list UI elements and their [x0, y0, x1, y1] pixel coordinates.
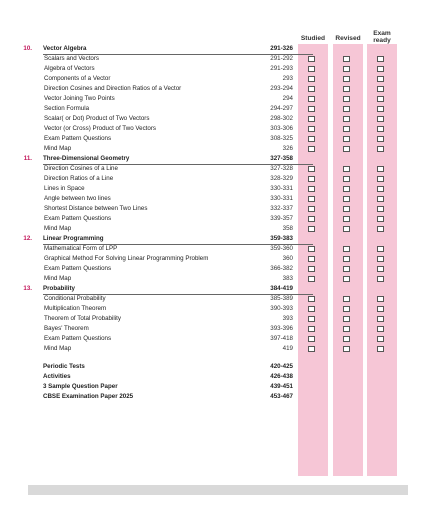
page-range: 420-425 [270, 363, 293, 370]
studied-checkbox[interactable] [308, 296, 315, 303]
studied-checkbox[interactable] [308, 56, 315, 63]
topic-title: Direction Ratios of a Line [44, 175, 114, 182]
topic-title: Exam Pattern Questions [44, 215, 112, 222]
studied-checkbox[interactable] [308, 96, 315, 103]
revised-checkbox[interactable] [343, 146, 350, 153]
page-range: 291-293 [270, 65, 293, 72]
page-range: 332-337 [270, 205, 293, 212]
page-range: 439-451 [270, 383, 293, 390]
chapter-number: 12. [23, 235, 32, 242]
studied-checkbox[interactable] [308, 126, 315, 133]
page-range: 308-325 [270, 135, 293, 142]
revised-checkbox[interactable] [343, 296, 350, 303]
topic-row [18, 304, 422, 314]
page-range: 298-302 [270, 115, 293, 122]
chapter-row [18, 284, 422, 294]
chapter-row [18, 234, 422, 244]
exam-ready-checkbox[interactable] [377, 306, 384, 313]
exam-ready-checkbox[interactable] [377, 186, 384, 193]
revised-checkbox[interactable] [343, 246, 350, 253]
exam-ready-checkbox[interactable] [377, 196, 384, 203]
topic-row [18, 64, 422, 74]
revised-checkbox[interactable] [343, 206, 350, 213]
exam-ready-checkbox[interactable] [377, 116, 384, 123]
studied-checkbox[interactable] [308, 146, 315, 153]
topic-row [18, 54, 422, 64]
topic-row [18, 214, 422, 224]
exam-ready-checkbox[interactable] [377, 76, 384, 83]
topic-title: Vector (or Cross) Product of Two Vectors [44, 125, 156, 132]
exam-ready-checkbox[interactable] [377, 216, 384, 223]
exam-ready-checkbox[interactable] [377, 336, 384, 343]
chapter-title: Three-Dimensional Geometry [43, 155, 130, 162]
topic-row [18, 264, 422, 274]
topic-title: Graphical Method For Solving Linear Programming Problem [44, 255, 209, 262]
studied-checkbox[interactable] [308, 316, 315, 323]
studied-checkbox[interactable] [308, 176, 315, 183]
studied-checkbox[interactable] [308, 336, 315, 343]
exam-ready-checkbox[interactable] [377, 176, 384, 183]
page-range: 327-358 [270, 155, 293, 162]
topic-title: 3 Sample Question Paper [43, 383, 118, 390]
appendix-row [18, 392, 422, 402]
topic-title: Mathematical Form of LPP [44, 245, 118, 252]
topic-title: Mind Map [44, 345, 72, 352]
page-range: 397-418 [270, 335, 293, 342]
chapter-number: 11. [23, 155, 32, 162]
page-range: 339-357 [270, 215, 293, 222]
topic-title: Exam Pattern Questions [44, 335, 112, 342]
studied-checkbox[interactable] [308, 346, 315, 353]
topic-row [18, 174, 422, 184]
revised-checkbox[interactable] [343, 256, 350, 263]
topic-title: Bayes' Theorem [44, 325, 89, 332]
exam-ready-checkbox[interactable] [377, 346, 384, 353]
exam-ready-checkbox[interactable] [377, 226, 384, 233]
revised-checkbox[interactable] [343, 226, 350, 233]
exam-ready-checkbox[interactable] [377, 296, 384, 303]
studied-checkbox[interactable] [308, 206, 315, 213]
page-range: 360 [282, 255, 293, 262]
revised-checkbox[interactable] [343, 116, 350, 123]
topic-row [18, 134, 422, 144]
topic-title: Direction Cosines and Direction Ratios of a Vector [44, 85, 182, 92]
revised-checkbox[interactable] [343, 326, 350, 333]
exam-ready-checkbox[interactable] [377, 126, 384, 133]
topic-title: Lines in Space [44, 185, 85, 192]
revised-checkbox[interactable] [343, 276, 350, 283]
studied-checkbox[interactable] [308, 216, 315, 223]
topic-title: Multiplication Theorem [44, 305, 107, 312]
exam-ready-checkbox[interactable] [377, 246, 384, 253]
page-range: 293 [282, 75, 293, 82]
appendix-row [18, 382, 422, 392]
topic-row [18, 94, 422, 104]
page-range: 393-396 [270, 325, 293, 332]
appendix-row [18, 372, 422, 382]
topic-title: Shortest Distance between Two Lines [44, 205, 148, 212]
header-exam-ready [367, 30, 397, 44]
topic-title: Section Formula [44, 105, 90, 112]
exam-ready-checkbox[interactable] [377, 66, 384, 73]
revised-checkbox[interactable] [343, 136, 350, 143]
studied-checkbox[interactable] [308, 186, 315, 193]
topic-row [18, 224, 422, 234]
topic-title: Exam Pattern Questions [44, 265, 112, 272]
page-range: 294-297 [270, 105, 293, 112]
page-range: 453-467 [270, 393, 293, 400]
topic-title: Direction Cosines of a Line [44, 165, 118, 172]
chapter-number: 10. [23, 45, 32, 52]
topic-title: Scalar( or Dot) Product of Two Vectors [44, 115, 150, 122]
revised-checkbox[interactable] [343, 76, 350, 83]
topic-title: Mind Map [44, 275, 72, 282]
topic-title: Periodic Tests [43, 363, 85, 370]
studied-checkbox[interactable] [308, 106, 315, 113]
topic-row [18, 254, 422, 264]
page-range: 294 [282, 95, 293, 102]
topic-row [18, 274, 422, 284]
chapter-title: Vector Algebra [43, 45, 87, 52]
revised-checkbox[interactable] [343, 126, 350, 133]
page-range: 384-419 [270, 285, 293, 292]
topic-row [18, 164, 422, 174]
exam-ready-checkbox[interactable] [377, 96, 384, 103]
topic-row [18, 204, 422, 214]
revised-checkbox[interactable] [343, 66, 350, 73]
exam-ready-checkbox[interactable] [377, 166, 384, 173]
chapter-title: Probability [43, 285, 75, 292]
footer-bar [28, 485, 408, 495]
exam-ready-checkbox[interactable] [377, 266, 384, 273]
topic-row [18, 124, 422, 134]
revised-checkbox[interactable] [343, 166, 350, 173]
studied-checkbox[interactable] [308, 196, 315, 203]
chapter-number: 13. [23, 285, 32, 292]
studied-checkbox[interactable] [308, 266, 315, 273]
studied-checkbox[interactable] [308, 136, 315, 143]
page-range: 291-326 [270, 45, 293, 52]
header-exam-ready-line1: Exam [373, 30, 391, 37]
revised-checkbox[interactable] [343, 86, 350, 93]
topic-title: Mind Map [44, 225, 72, 232]
topic-title: Theorem of Total Probability [44, 315, 121, 322]
page-range: 390-393 [270, 305, 293, 312]
studied-checkbox[interactable] [308, 246, 315, 253]
revised-checkbox[interactable] [343, 56, 350, 63]
header-revised: Revised [335, 35, 361, 42]
topic-title: Conditional Probability [44, 295, 106, 302]
exam-ready-checkbox[interactable] [377, 56, 384, 63]
page-range: 303-306 [270, 125, 293, 132]
topic-row [18, 324, 422, 334]
page-range: 385-389 [270, 295, 293, 302]
page-range: 330-331 [270, 185, 293, 192]
topic-row [18, 74, 422, 84]
revised-checkbox[interactable] [343, 186, 350, 193]
topic-title: Components of a Vector [44, 75, 111, 82]
page-range: 330-331 [270, 195, 293, 202]
topic-title: Scalars and Vectors [44, 55, 100, 62]
header-exam-ready-line2: ready [373, 37, 391, 44]
page-range: 326 [282, 145, 293, 152]
page-range: 383 [282, 275, 293, 282]
page-range: 327-328 [270, 165, 293, 172]
contents-list [18, 44, 422, 402]
topic-title: Angle between two lines [44, 195, 111, 202]
page-range: 358 [282, 225, 293, 232]
header-studied: Studied [300, 35, 326, 42]
studied-checkbox[interactable] [308, 76, 315, 83]
studied-checkbox[interactable] [308, 256, 315, 263]
topic-row [18, 84, 422, 94]
page-range: 291-292 [270, 55, 293, 62]
exam-ready-checkbox[interactable] [377, 256, 384, 263]
studied-checkbox[interactable] [308, 66, 315, 73]
exam-ready-checkbox[interactable] [377, 106, 384, 113]
topic-row [18, 344, 422, 354]
chapter-row [18, 154, 422, 164]
studied-checkbox[interactable] [308, 326, 315, 333]
topic-row [18, 144, 422, 154]
topic-row [18, 114, 422, 124]
topic-row [18, 314, 422, 324]
revised-checkbox[interactable] [343, 176, 350, 183]
studied-checkbox[interactable] [308, 116, 315, 123]
revised-checkbox[interactable] [343, 336, 350, 343]
exam-ready-checkbox[interactable] [377, 316, 384, 323]
topic-title: CBSE Examination Paper 2025 [43, 393, 134, 400]
exam-ready-checkbox[interactable] [377, 146, 384, 153]
studied-checkbox[interactable] [308, 306, 315, 313]
page-range: 393 [282, 315, 293, 322]
revised-checkbox[interactable] [343, 216, 350, 223]
revised-checkbox[interactable] [343, 306, 350, 313]
exam-ready-checkbox[interactable] [377, 206, 384, 213]
page-range: 426-438 [270, 373, 293, 380]
chapter-row [18, 44, 422, 54]
exam-ready-checkbox[interactable] [377, 276, 384, 283]
page-range: 328-329 [270, 175, 293, 182]
studied-checkbox[interactable] [308, 166, 315, 173]
page-range: 366-382 [270, 265, 293, 272]
page-range: 293-294 [270, 85, 293, 92]
revised-checkbox[interactable] [343, 106, 350, 113]
studied-checkbox[interactable] [308, 86, 315, 93]
exam-ready-checkbox[interactable] [377, 136, 384, 143]
topic-row [18, 334, 422, 344]
revised-checkbox[interactable] [343, 196, 350, 203]
topic-title: Mind Map [44, 145, 72, 152]
topic-row [18, 294, 422, 304]
studied-checkbox[interactable] [308, 226, 315, 233]
revised-checkbox[interactable] [343, 316, 350, 323]
revised-checkbox[interactable] [343, 96, 350, 103]
appendix-row [18, 362, 422, 372]
topic-title: Activities [43, 373, 71, 380]
topic-row [18, 194, 422, 204]
chapter-title: Linear Programming [43, 235, 104, 242]
section-gap [18, 354, 422, 362]
page-range: 359-383 [270, 235, 293, 242]
topic-row [18, 184, 422, 194]
topic-title: Vector Joining Two Points [44, 95, 115, 102]
studied-checkbox[interactable] [308, 276, 315, 283]
revised-checkbox[interactable] [343, 266, 350, 273]
exam-ready-checkbox[interactable] [377, 86, 384, 93]
topic-row [18, 104, 422, 114]
topic-title: Algebra of Vectors [44, 65, 95, 72]
exam-ready-checkbox[interactable] [377, 326, 384, 333]
page-range: 419 [282, 345, 293, 352]
topic-title: Exam Pattern Questions [44, 135, 112, 142]
revised-checkbox[interactable] [343, 346, 350, 353]
page-range: 359-360 [270, 245, 293, 252]
topic-row [18, 244, 422, 254]
